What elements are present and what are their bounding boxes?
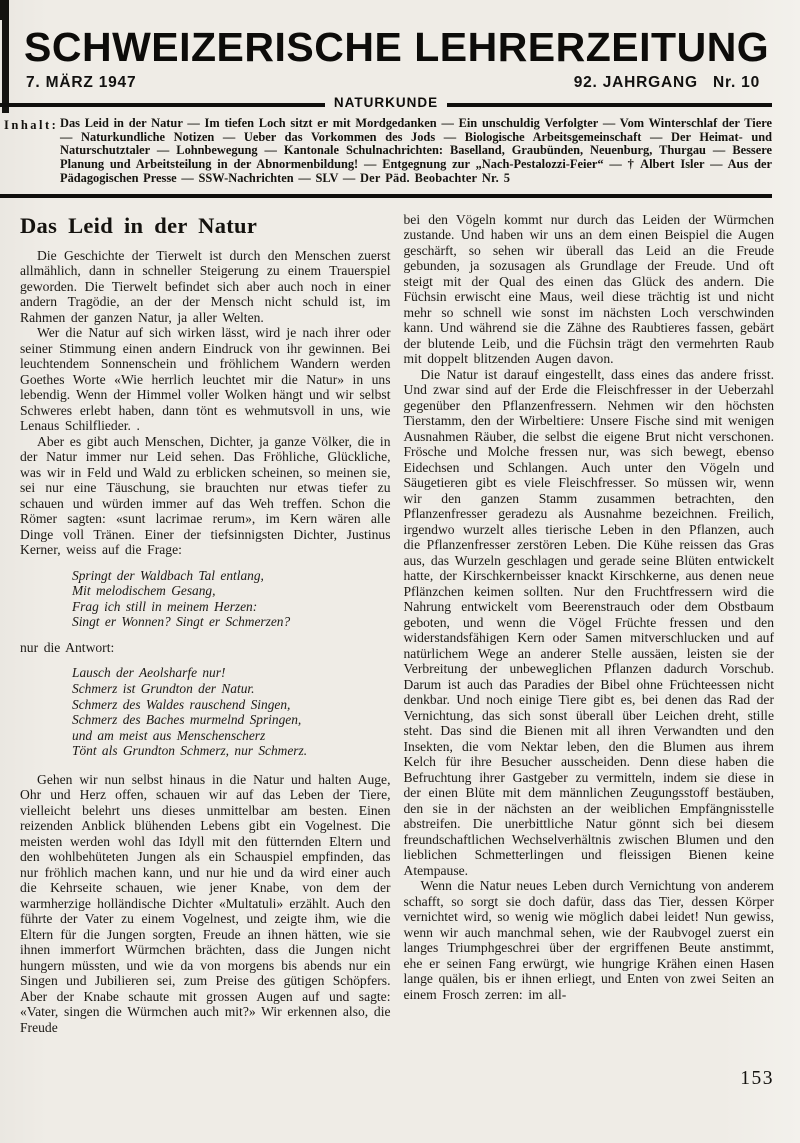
paragraph: Die Natur ist darauf eingestellt, dass eines das andere frisst. Und zwar sind auf der Erde die Fleischfresser in der Ueberzahl gegenüber den Pflanzenfressern. Nehmen wir den höchsten Tierstamm, den der Wirbeltiere: Unsere Fische sind mit wenigen Ausnahmen Räuber, die selbst die eigene Brut nicht verschonen. Frösche und Molche fressen nur, was sich bewegt, ebenso Eidechsen und Schlangen. Auch unter den Vögeln und Säugetieren gibt es viele Fleischfresser. So müssen wir, wenn wir den ganzen Stamm zusammen betrachten, den Pflanzenfresser geradezu als Ausnahme bezeichnen. Freilich, irgendwo wurzelt alles tierische Leben in den Pflanzen, auch die Pflanzenfresser zerstören Leben. Die Kühe reissen das Gras aus, das Wurzeln geschlagen und gerade seine Blüten entwickelt hatte, der Kirschkernbeisser knackt Kirschkerne, aus denen neue Pflänzchen keimen sollten. Nur den Fruchtfressern wird die Nahrung entwickelt vom Beerenstrauch oder dem Obstbaum geboten, und wenn die Vögel Früchte fressen und den widerstandsfähigen Kern oder Samen mitverschlucken und auf natürlichem Wege an anderer Stelle aussäen, leisten sie der Verbreitung der unbeweglichen Pflanzen dadurch Vorschub. Darum ist auch das Paradies der Bibel ohne Früchteessen nicht denkbar. Und noch einige Tiere gibt es, bei denen das Rad der Vernichtung, das sich sonst überall über Leichen dreht, stille steht. Das sind die Bienen mit all ihren Verwandten und den Insekten, die vom Nektar leben, den die Blumen aus ihrem Kelch für ihre Besucher ausscheiden. Denn diese haben die Befruchtung ihrer Gastgeber zu vermitteln, indem sie diese in der einen Blüte mit dem männlichen Zeugungsstoff bestäuben, den sie in der nächsten an der weiblichen Empfängnisstelle abstreifen. Die unerbittliche Natur gönnt sich bei diesem freundschaftlichen Wechselverhältnis zwischen Blumen und den lieblichen Schmetterlingen und fleissigen Bienen keine Atempause.: [403, 366, 774, 878]
paragraph: Aber es gibt auch Menschen, Dichter, ja ganze Völker, die in der Natur immer nur Leid sehen. Das Fröhliche, Glückliche, was wir in Feld und Wald zu erblicken scheinen, so meinen sie, sei nur eine Täuschung, sie brauchten nur etwas tiefer zu schauen und würden immer auf das Weh treffen. Schon die Römer sagten: «sunt lacrimae rerum», im Kern wären alle Dinge voll Tränen. Einer der tiefsinnigsten Dichter, Justinus Kerner, weiss auf die Frage:: [20, 433, 391, 558]
inhalt-bold-tail: Der Päd. Beobachter Nr. 5: [360, 170, 511, 185]
masthead: [0, 0, 800, 198]
poem-line: Mit melodischem Gesang,: [72, 583, 216, 599]
poem-line: Schmerz des Waldes rauschend Singen,: [72, 696, 291, 712]
rubric-rule-row: [0, 97, 772, 112]
paragraph: Gehen wir nun selbst hinaus in die Natur und halten Auge, Ohr und Herz offen, schauen wir auf das Leben der Tiere, vielleicht belehrt uns dieses unmittelbar am besten. Einen reizenden Anblick blühenden Lebens gibt ein Vogelnest. Die meisten werden wohl das Idyll mit den fütternden Eltern und den wohlbehüteten Jungen als ein Schauspiel empfinden, das nur fröhlich machen kann, und nur hie und da wird einer auch die Kehrseite schauen, wie jener Knabe, von dem der warmherzige holländische Dichter «Multatuli» erzählt. Auch den führte der Vater zu einem Vogelnest, und zeigte ihm, wie die Eltern für die Jungen sorgten, Freude an ihnen hätten, wie sie ihnen immerfort Würmchen brächten, dass die Jungen nicht hungern müssten, und wie da von morgens bis abends nur ein Singen und Jubilieren sei, zum Preise des gütigen Schöpfers. Aber der Knabe schaute mit grossen Augen auf und sagte: «Vater, singen die Würmchen auch mit?» Wir erkennen also, die Freude: [20, 771, 391, 1035]
poem-line: Lausch der Aeolsharfe nur!: [72, 665, 226, 681]
right-column: [404, 212, 775, 1036]
dateline: [26, 74, 760, 92]
poem-line: Springt der Waldbach Tal entlang,: [72, 567, 264, 583]
volume-label: 92. JAHRGANG: [573, 74, 698, 91]
paragraph-continuation: bei den Vögeln kommt nur durch das Leiden der Würmchen zustande. Und haben wir uns an dem einen Beispiel die Augen geschärft, so sehen wir überall das Leid an die Freude gebunden, ja sozusagen als Grundlage der Freude. Und oft steigt mit der Qual des einen das Glück des andern. Die Füchsin erwischt eine Maus, weil diese trächtig ist und nicht mehr so schnell wie sonst im nächsten Loch verschwinden kann. Und während sie die Zähne des Raubtieres fassen, gebärt der blutende Leib, und die Füchsin trägt den vermehrten Raub mit doppelt blitzenden Augen davon.: [403, 211, 774, 367]
article-body: [20, 212, 774, 1036]
newspaper-title: SCHWEIZERISCHE LEHRERZEITUNG: [24, 24, 770, 70]
poem-line: Schmerz des Baches murmelnd Springen,: [72, 712, 302, 728]
issue-date: 7. MÄRZ 1947: [26, 74, 137, 91]
page-number: 153: [740, 1068, 774, 1089]
rubric-label: NATURKUNDE: [333, 95, 439, 110]
poem-question: [72, 568, 391, 630]
poem-answer: [72, 665, 391, 759]
paragraph: Wer die Natur auf sich wirken lässt, wird je nach ihrer oder seiner Stimmung einen andern Eindruck von ihr gewinnen. Bei leuchtendem Sonnenschein und fröhlichem Wandern werden Goethes Worte «Wie herrlich leuchtet mir die Natur» in uns lebendig. Wenn der Himmel voller Wolken hängt und wir selbst Schweres erlebt haben, dann tönt es wehmutsvoll in uns, wie Lenaus Schilflieder. .: [20, 325, 391, 434]
poem-line: Tönt als Grundton Schmerz, nur Schmerz.: [72, 743, 308, 759]
answer-intro: nur die Antwort:: [20, 639, 115, 655]
poem-line: Frag ich still in meinem Herzen:: [72, 598, 258, 614]
inhalt-label: Inhalt:: [4, 118, 59, 132]
rule-right: [447, 103, 772, 107]
poem-line: und am meist aus Menschenscherz: [72, 727, 266, 743]
rule-left: [0, 103, 325, 107]
volume-and-number: [574, 74, 760, 92]
paragraph: Wenn die Natur neues Leben durch Vernichtung von anderem schafft, so sorgt sie doch dafür, dass das Tier, dessen Körper vernichtet wird, so wenig wie möglich dabei leidet! Nun gewiss, wenn wir auch manchmal sehen, wie der Raubvogel zuerst ein langes Triumphgeschrei über der ergriffenen Beute anstimmt, ehe er seinen Fang erwürgt, wie hungrige Krähen einen Hasen lange quälen, bis er ihnen erliegt, und Enten von zwei Seiten an einem Frosch zerren: im all-: [403, 878, 775, 1002]
paragraph: Die Geschichte der Tierwelt ist durch den Menschen zuerst allmählich, dann in schneller Steigerung zu einem Trauerspiel geworden. Die Tierwelt befindet sich aber auch noch in einer andern Tragödie, an der der Mensch nicht schuld ist, im Rahmen der ganzen Natur, ja aller Welten.: [20, 247, 391, 325]
header-bottom-rule: [0, 194, 772, 198]
poem-line: Schmerz ist Grundton der Natur.: [72, 680, 255, 696]
inhalt-text: [60, 117, 772, 186]
left-column: [20, 212, 391, 1036]
article-title: Das Leid in der Natur: [20, 212, 258, 238]
poem-line: Singt er Wonnen? Singt er Schmerzen?: [72, 614, 291, 630]
inhalt-items: Das Leid in der Natur — Im tiefen Loch sitzt er mit Mordgedanken — Ein unschuldig Verfolgter — Vom Winterschlaf der Tiere — Naturkundliche Notizen — Ueber das Vorkommen des Jods — Biologische Arbeitsgemeinschaft — Der Heimat- und Naturschutztaler — Lohnbewegung — Kantonale Schulnachrichten: Baselland, Graubünden, Neuenburg, Thurgau — Bessere Planung und Arbeitsteilung in der Abnormenbildung! — Entgegnung zur „Nach-Pestalozzi-Feier“ — † Albert Isler — Aus der Pädagogischen Presse — SSW-Nachrichten — SLV —: [60, 116, 772, 185]
issue-number: Nr. 10: [712, 74, 760, 91]
table-of-contents: [0, 112, 800, 191]
